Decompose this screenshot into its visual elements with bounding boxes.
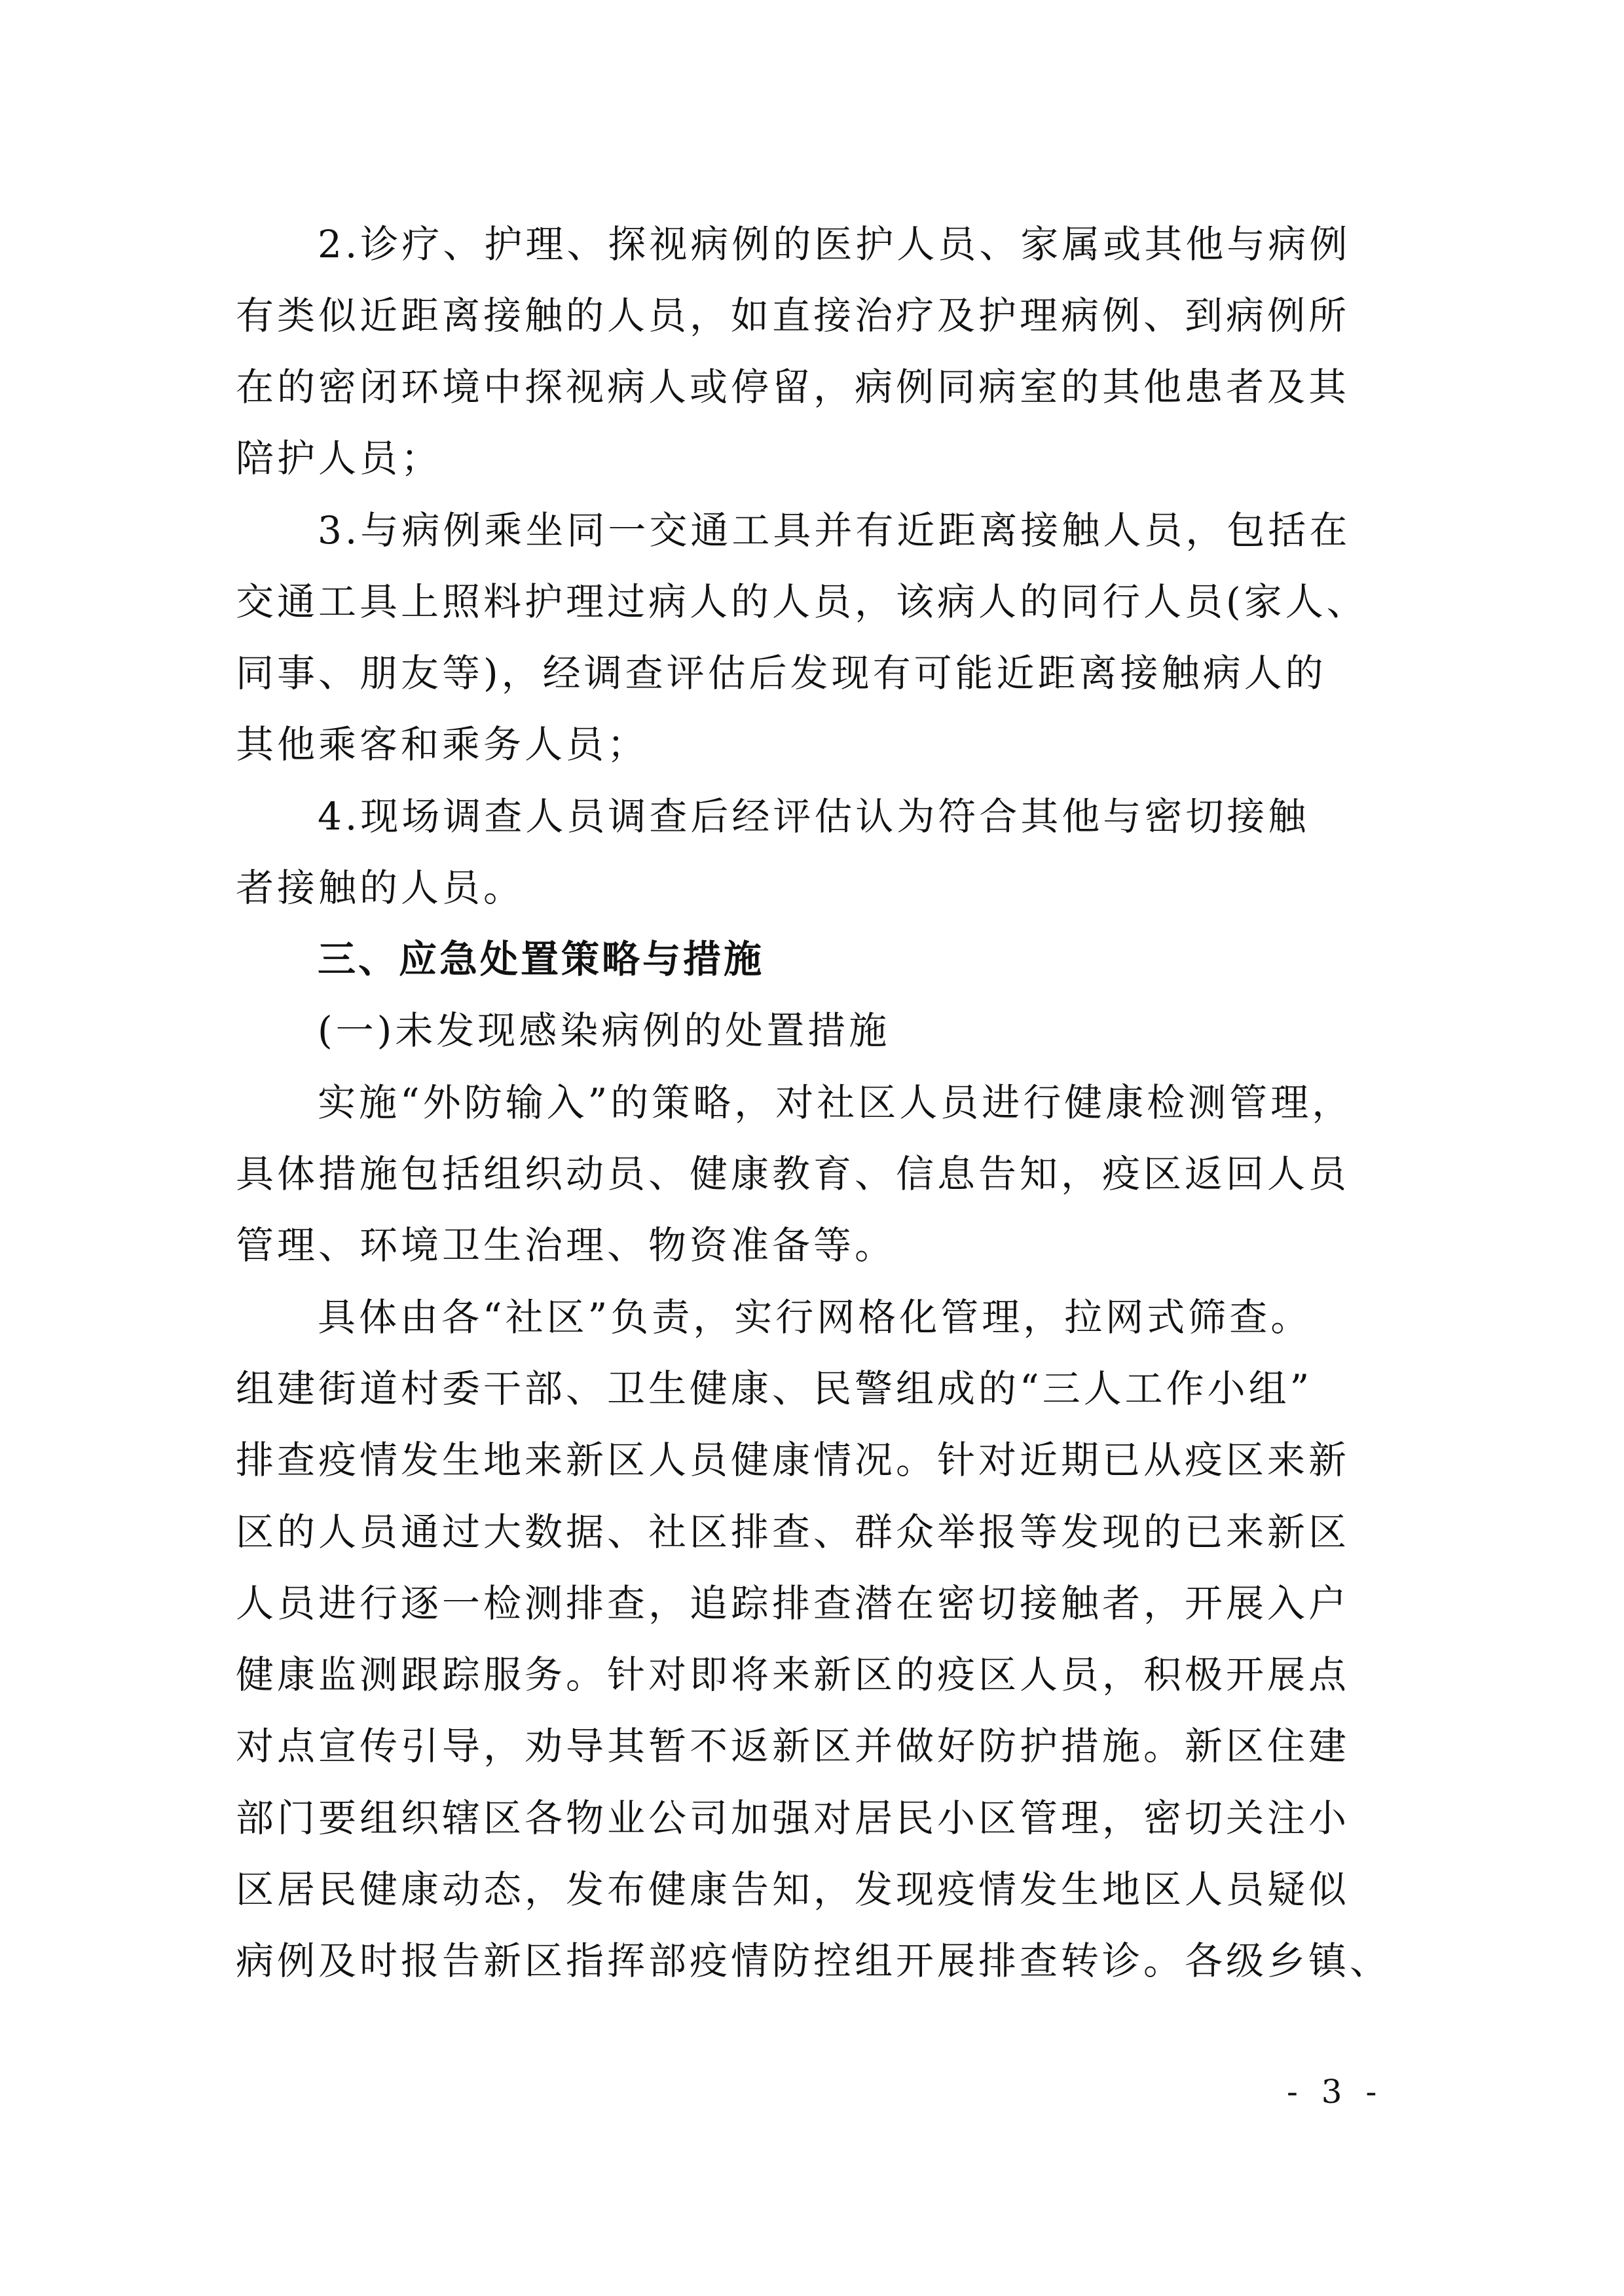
paragraph-1-line-3: 管理、环境卫生治理、物资准备等。	[236, 1223, 896, 1267]
item-2-line-2: 有类似近距离接触的人员，如直接治疗及护理病例、到病例所	[236, 293, 1350, 338]
paragraph-2-line-10: 病例及时报告新区指挥部疫情防控组开展排查转诊。各级乡镇、	[236, 1939, 1392, 1983]
paragraph-2-line-8: 部门要组织辖区各物业公司加强对居民小区管理，密切关注小	[236, 1796, 1350, 1840]
paragraph-2-line-9: 区居民健康动态，发布健康告知，发现疫情发生地区人员疑似	[236, 1867, 1350, 1912]
section-heading: 三、应急处置策略与措施	[318, 937, 765, 981]
paragraph-2-line-1: 具体由各“社区”负责，实行网格化管理，拉网式筛查。	[318, 1295, 1312, 1339]
paragraph-2-line-7: 对点宣传引导，劝导其暂不返新区并做好防护措施。新区住建	[236, 1724, 1350, 1768]
item-3-line-1: 3.与病例乘坐同一交通工具并有近距离接触人员，包括在	[318, 508, 1351, 553]
paragraph-1-line-2: 具体措施包括组织动员、健康教育、信息告知，疫区返回人员	[236, 1152, 1350, 1196]
paragraph-2-line-3: 排查疫情发生地来新区人员健康情况。针对近期已从疫区来新	[236, 1438, 1350, 1482]
item-2-line-4: 陪护人员；	[236, 436, 443, 481]
paragraph-2-line-4: 区的人员通过大数据、社区排查、群众举报等发现的已来新区	[236, 1510, 1350, 1554]
item-2-line-3: 在的密闭环境中探视病人或停留，病例同病室的其他患者及其	[236, 365, 1350, 409]
item-2-line-1: 2.诊疗、护理、探视病例的医护人员、家属或其他与病例	[318, 222, 1351, 266]
item-3-line-2: 交通工具上照料护理过病人的人员，该病人的同行人员(家人、	[236, 579, 1368, 624]
paragraph-1-line-1: 实施“外防输入”的策略，对社区人员进行健康检测管理，	[318, 1080, 1354, 1125]
item-3-line-4: 其他乘客和乘务人员；	[236, 722, 649, 767]
paragraph-2-line-2: 组建街道村委干部、卫生健康、民警组成的“三人工作小组”	[236, 1366, 1313, 1411]
item-3-line-3: 同事、朋友等)，经调查评估后发现有可能近距离接触病人的	[236, 651, 1327, 695]
paragraph-2-line-5: 人员进行逐一检测排查，追踪排查潜在密切接触者，开展入户	[236, 1581, 1350, 1626]
page-number: - 3 -	[1287, 2073, 1384, 2111]
item-4-line-2: 者接触的人员。	[236, 866, 525, 910]
subsection-heading: (一)未发现感染病例的处置措施	[318, 1008, 891, 1053]
item-4-line-1: 4.现场调查人员调查后经评估认为符合其他与密切接触	[318, 794, 1310, 839]
paragraph-2-line-6: 健康监测跟踪服务。针对即将来新区的疫区人员，积极开展点	[236, 1652, 1350, 1697]
